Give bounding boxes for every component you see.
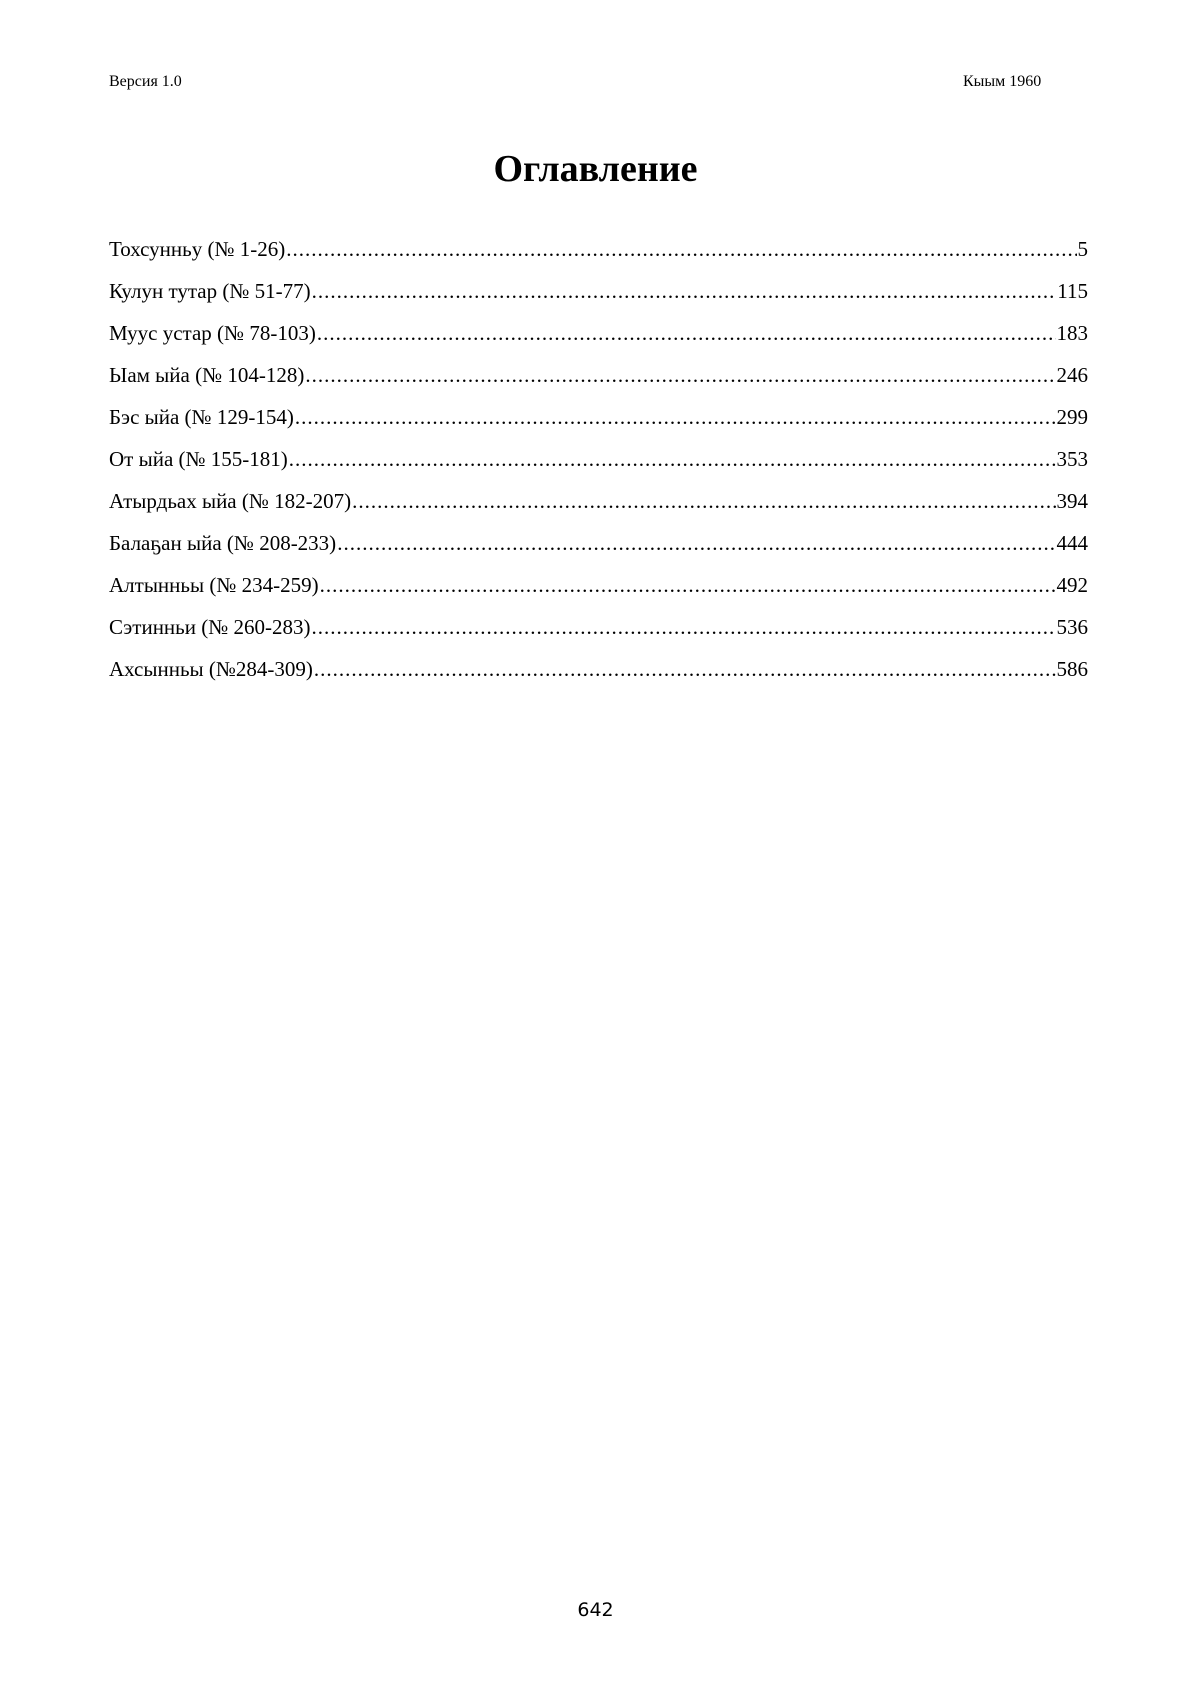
toc-entry-page: 183 — [1056, 321, 1088, 345]
toc-entry[interactable] — [109, 572, 1088, 614]
toc-entry[interactable] — [109, 446, 1088, 488]
toc-dot-leader — [352, 488, 1055, 514]
toc-entry-page: 5 — [1077, 237, 1088, 261]
toc-dot-leader — [337, 530, 1055, 556]
toc-entry-label: Алтынньы (№ 234-259) — [109, 573, 319, 597]
toc-entry-label: Тохсунньу (№ 1-26) — [109, 237, 286, 261]
toc-entry[interactable] — [109, 404, 1088, 446]
toc-dot-leader — [286, 236, 1076, 262]
toc-dot-leader — [312, 278, 1057, 304]
toc-entry-label: Ыам ыйа (№ 104-128) — [109, 363, 305, 387]
toc-entry-label: Балаҕан ыйа (№ 208-233) — [109, 531, 337, 555]
toc-entry-page: 444 — [1056, 531, 1088, 555]
toc-entry-label: Бэс ыйа (№ 129-154) — [109, 405, 294, 429]
toc-dot-leader — [312, 614, 1056, 640]
toc-entry[interactable] — [109, 278, 1088, 320]
header-version: Версия 1.0 — [109, 73, 182, 90]
toc-entry-label: Кулун тутар (№ 51-77) — [109, 279, 311, 303]
toc-dot-leader — [317, 320, 1056, 346]
page-title: Оглавление — [493, 148, 698, 190]
table-of-contents — [109, 236, 1088, 698]
toc-entry-page: 492 — [1056, 573, 1088, 597]
toc-entry-page: 299 — [1056, 405, 1088, 429]
toc-dot-leader — [314, 656, 1056, 682]
toc-dot-leader — [305, 362, 1055, 388]
toc-entry[interactable] — [109, 320, 1088, 362]
toc-entry-page: 394 — [1056, 489, 1088, 513]
toc-entry[interactable] — [109, 488, 1088, 530]
toc-entry[interactable] — [109, 362, 1088, 404]
toc-dot-leader — [320, 572, 1056, 598]
toc-entry-label: Атырдьах ыйа (№ 182-207) — [109, 489, 352, 513]
toc-entry-page: 586 — [1056, 657, 1088, 681]
toc-dot-leader — [289, 446, 1056, 472]
header-title: Кыым 1960 — [963, 73, 1042, 90]
toc-entry-page: 353 — [1056, 447, 1088, 471]
toc-entry-label: Ахсынньы (№284-309) — [109, 657, 313, 681]
toc-entry[interactable] — [109, 236, 1088, 278]
toc-dot-leader — [295, 404, 1056, 430]
toc-entry[interactable] — [109, 530, 1088, 572]
toc-entry-label: Муус устар (№ 78-103) — [109, 321, 316, 345]
toc-entry-label: От ыйа (№ 155-181) — [109, 447, 288, 471]
toc-entry[interactable] — [109, 656, 1088, 698]
page-number: 642 — [577, 1599, 614, 1621]
toc-entry-page: 246 — [1056, 363, 1088, 387]
toc-entry[interactable] — [109, 614, 1088, 656]
toc-entry-page: 115 — [1057, 279, 1088, 303]
toc-entry-page: 536 — [1056, 615, 1088, 639]
toc-entry-label: Сэтинньи (№ 260-283) — [109, 615, 311, 639]
